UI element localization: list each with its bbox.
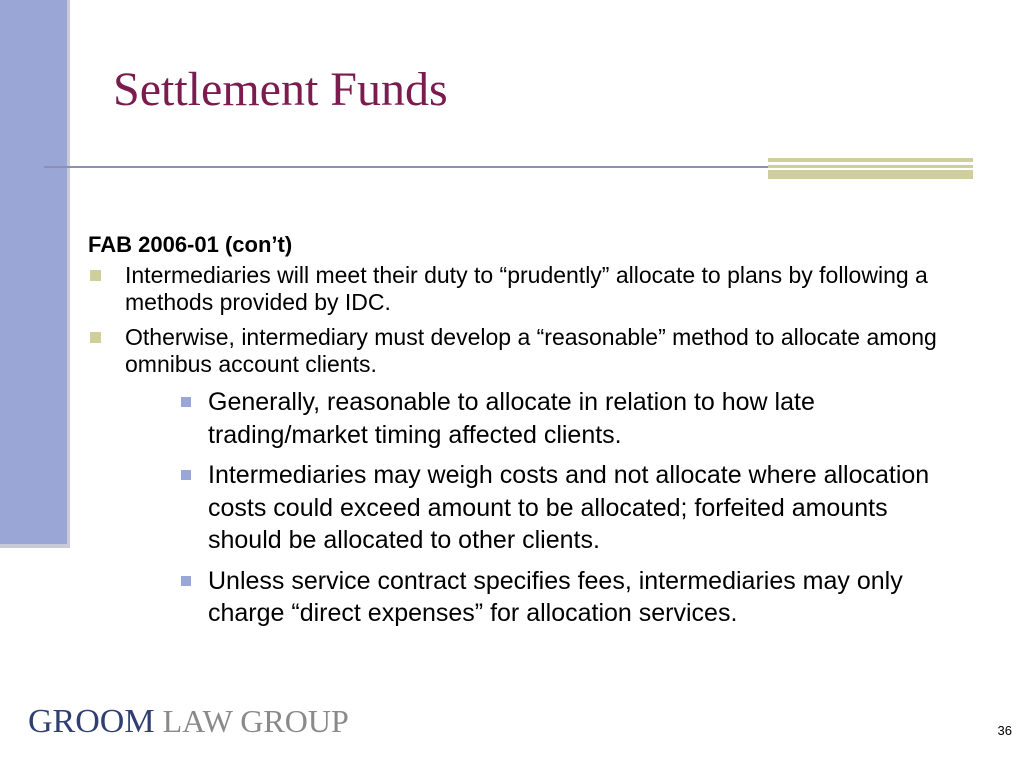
square-bullet-icon: [181, 470, 191, 480]
sub-list-item-text: Unless service contract specifies fees, intermediaries may only charge “direct expenses” for allocation services.: [208, 566, 903, 628]
groom-law-group-logo: [28, 703, 349, 741]
square-bullet-icon: [181, 576, 191, 586]
sub-list-item: [171, 459, 948, 557]
list-item: [88, 262, 948, 316]
left-bar-shadow-bottom: [0, 544, 70, 548]
left-bar-shadow-edge: [67, 0, 70, 548]
square-bullet-icon: [90, 270, 101, 281]
logo-secondary-text: LAW GROUP: [162, 703, 349, 739]
title-accent-stripes: [768, 158, 973, 179]
sub-list-item: [171, 565, 948, 630]
page-number: 36: [997, 723, 1012, 738]
slide-title: Settlement Funds: [113, 63, 448, 116]
list-item-text: Intermediaries will meet their duty to “prudently” allocate to plans by following a methods provided by IDC.: [125, 261, 928, 316]
title-rule: [44, 166, 768, 168]
section-heading: FAB 2006-01 (con’t): [88, 232, 293, 257]
list-item-text: Otherwise, intermediary must develop a “reasonable” method to allocate among omnibus account clients.: [125, 324, 937, 378]
list-item: [88, 324, 948, 630]
sub-list-item-text: Generally, reasonable to allocate in relation to how late trading/market timing affected clients.: [208, 388, 815, 449]
square-bullet-icon: [90, 332, 101, 343]
slide-body: [88, 232, 948, 638]
logo-primary-text: GROOM: [28, 703, 155, 740]
left-decorative-bar: [0, 0, 67, 544]
bullet-list: [88, 262, 948, 630]
square-bullet-icon: [181, 397, 191, 407]
sub-bullet-list: [171, 386, 948, 630]
sub-list-item: [171, 386, 948, 451]
sub-list-item-text: Intermediaries may weigh costs and not allocate where allocation costs could exceed amount to be allocated; forfeited amounts should be allocated to other clients.: [208, 461, 930, 555]
